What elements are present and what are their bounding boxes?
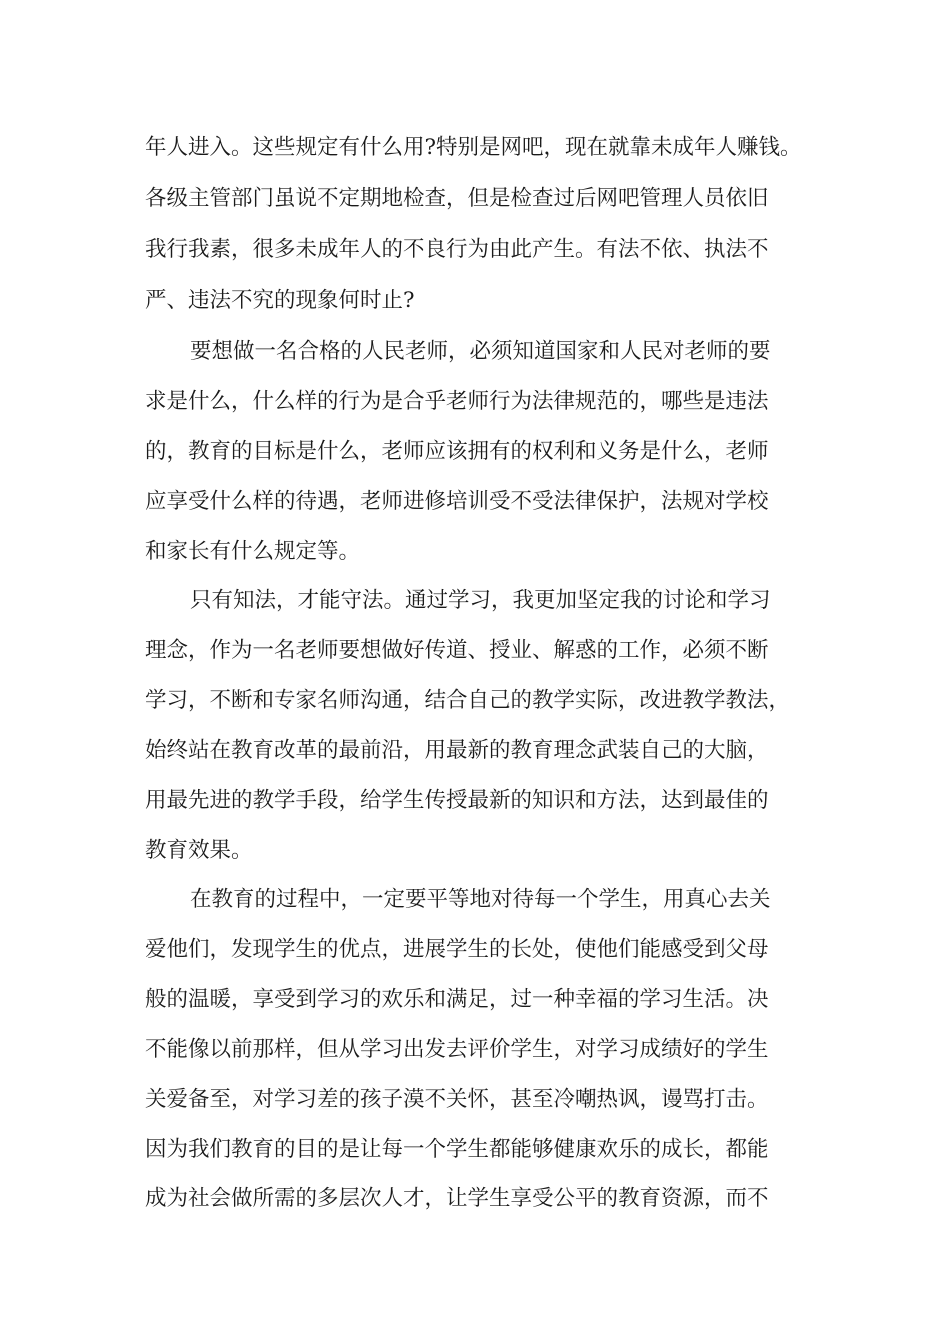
text-line: 和家长有什么规定等。 (145, 539, 361, 564)
text-line: 应享受什么样的待遇，老师进修培训受不受法律保护，法规对学校 (145, 489, 769, 514)
paragraph-first-line: 在教育的过程中，一定要平等地对待每一个学生，用真心去关 (190, 887, 771, 912)
text-line: 始终站在教育改革的最前沿，用最新的教育理念武装自己的大脑， (145, 738, 769, 763)
text-line: 不能像以前那样，但从学习出发去评价学生，对学习成绩好的学生 (145, 1037, 769, 1062)
text-line: 理念，作为一名老师要想做好传道、授业、解惑的工作，必须不断 (145, 638, 769, 663)
text-line: 我行我素，很多未成年人的不良行为由此产生。有法不依、执法不 (145, 237, 769, 262)
text-line: 关爱备至，对学习差的孩子漠不关怀，甚至冷嘲热讽，谩骂打击。 (145, 1087, 769, 1112)
paragraph-first-line: 只有知法，才能守法。通过学习，我更加坚定我的讨论和学习 (190, 588, 771, 613)
text-line: 求是什么，什么样的行为是合乎老师行为法律规范的，哪些是违法 (145, 389, 769, 414)
text-line: 年人进入。这些规定有什么用?特别是网吧，现在就靠未成年人赚钱。 (145, 135, 802, 160)
text-line: 爱他们，发现学生的优点，进展学生的长处，使他们能感受到父母 (145, 937, 769, 962)
paragraph-first-line: 要想做一名合格的人民老师，必须知道国家和人民对老师的要 (190, 339, 771, 364)
text-line: 因为我们教育的目的是让每一个学生都能够健康欢乐的成长，都能 (145, 1137, 769, 1162)
text-line: 般的温暖，享受到学习的欢乐和满足，过一种幸福的学习生活。决 (145, 987, 769, 1012)
text-line: 严、违法不究的现象何时止? (145, 288, 415, 313)
text-line: 教育效果。 (145, 838, 253, 863)
text-line: 各级主管部门虽说不定期地检查，但是检查过后网吧管理人员依旧 (145, 186, 769, 211)
text-line: 学习，不断和专家名师沟通，结合自己的教学实际，改进教学教法， (145, 688, 791, 713)
text-line: 成为社会做所需的多层次人才，让学生享受公平的教育资源，而不 (145, 1186, 769, 1211)
text-line: 的，教育的目标是什么，老师应该拥有的权利和义务是什么，老师 (145, 439, 769, 464)
text-line: 用最先进的教学手段，给学生传授最新的知识和方法，达到最佳的 (145, 788, 769, 813)
